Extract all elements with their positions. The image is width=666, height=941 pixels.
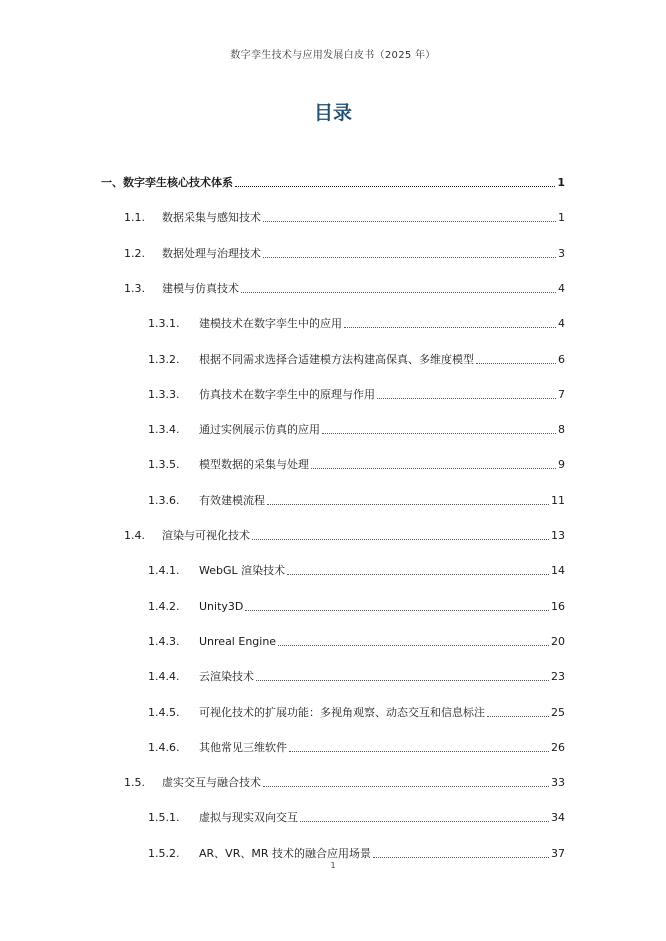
toc-entry-number: 1.3.4. [148,423,180,436]
toc-entry-label: Unreal Engine [199,635,277,648]
toc-entry-number: 1.4.4. [148,670,180,683]
toc-entry-label: 渲染与可视化技术 [162,529,250,542]
toc-entry-label: 数字孪生核心技术体系 [123,176,233,189]
toc-dot-leader [300,821,549,822]
toc-entry-page: 9 [558,458,565,471]
toc-entry-page: 26 [551,741,565,754]
toc-entry-number: 1.4.5. [148,706,180,719]
toc-entry-label: 有效建模流程 [199,494,265,507]
toc-entry[interactable] [148,456,565,472]
toc-dot-leader [373,857,549,858]
toc-dot-leader [322,433,556,434]
toc-entry-label: AR、VR、MR 技术的融合应用场景 [199,847,371,860]
toc-dot-leader [377,398,556,399]
running-header: 数字孪生技术与应用发展白皮书（2025 年） [230,50,436,61]
toc-entry-number: 1.4. [124,529,145,542]
toc-entry-label: Unity3D [199,600,244,613]
toc-entry-number: 1.5.1. [148,811,180,824]
toc-entry-page: 25 [551,706,565,719]
toc-entry-page: 8 [558,423,565,436]
toc-entry-label: 数据处理与治理技术 [162,247,261,260]
toc-dot-leader [267,504,549,505]
toc-entry-number: 1.5. [124,776,145,789]
toc-entry-number: 1.3.3. [148,388,180,401]
toc-entry-page: 6 [558,353,565,366]
toc-entry[interactable] [148,739,565,755]
toc-entry[interactable] [148,562,565,578]
toc-dot-leader [263,221,556,222]
toc-entry-number: 1.4.6. [148,741,180,754]
toc-entry[interactable] [148,668,565,684]
toc-entry[interactable] [124,280,565,296]
toc-dot-leader [263,786,549,787]
toc-dot-leader [263,257,556,258]
toc-entry-page: 4 [558,317,565,330]
toc-entry-page: 23 [551,670,565,683]
toc-entry-label: 根据不同需求选择合适建模方法构建高保真、多维度模型 [199,353,474,366]
toc-entry[interactable] [148,315,565,331]
toc-entry[interactable] [148,598,565,614]
toc-entry-page: 13 [551,529,565,542]
toc-entry[interactable] [101,174,565,190]
toc-dot-leader [278,645,549,646]
toc-dot-leader [289,751,549,752]
toc-dot-leader [256,680,549,681]
toc-dot-leader [245,610,549,611]
toc-entry[interactable] [148,633,565,649]
toc-entry-label: 通过实例展示仿真的应用 [199,423,320,436]
toc-dot-leader [252,539,549,540]
toc-dot-leader [241,292,556,293]
toc-entry-number: 1.3.5. [148,458,180,471]
toc-entry-number: 1.1. [124,211,145,224]
toc-entry-label: 云渲染技术 [199,670,254,683]
toc-entry[interactable] [148,492,565,508]
toc-entry-label: WebGL 渲染技术 [199,564,286,577]
toc-entry-label: 建模与仿真技术 [162,282,239,295]
toc-entry-number: 1.3.1. [148,317,180,330]
toc-entry[interactable] [124,527,565,543]
toc-entry-page: 20 [551,635,565,648]
toc-entry-label: 其他常见三维软件 [199,741,287,754]
toc-entry-number: 1.2. [124,247,145,260]
toc-entry-label: 可视化技术的扩展功能：多视角观察、动态交互和信息标注 [199,706,485,719]
toc-entry-page: 14 [551,564,565,577]
toc-entry[interactable] [124,209,565,225]
toc-entry-label: 数据采集与感知技术 [162,211,261,224]
toc-entry-label: 仿真技术在数字孪生中的原理与作用 [199,388,375,401]
toc-entry-label: 模型数据的采集与处理 [199,458,309,471]
toc-entry-label: 虚拟与现实双向交互 [199,811,298,824]
toc-entry-number: 1.4.2. [148,600,180,613]
toc-entry[interactable] [148,845,565,861]
toc-entry-page: 11 [551,494,565,507]
toc-entry[interactable] [148,351,565,367]
toc-entry-number: 1.4.1. [148,564,180,577]
toc-entry-number: 1.3.2. [148,353,180,366]
toc-entry-page: 34 [551,811,565,824]
toc-dot-leader [344,327,556,328]
page-number: 1 [330,861,336,870]
toc-entry-page: 7 [558,388,565,401]
toc-entry[interactable] [148,704,565,720]
toc-entry-page: 16 [551,600,565,613]
toc-entry-page: 3 [558,247,565,260]
toc-dot-leader [476,363,556,364]
toc-entry-number: 1.3.6. [148,494,180,507]
toc-dot-leader [487,716,549,717]
toc-entry-label: 虚实交互与融合技术 [162,776,261,789]
toc-entry[interactable] [148,421,565,437]
toc-dot-leader [235,186,555,187]
toc-entry[interactable] [148,386,565,402]
toc-dot-leader [311,468,556,469]
toc-entry-page: 1 [557,176,565,189]
toc-entry-number: 1.4.3. [148,635,180,648]
toc-dot-leader [287,574,549,575]
toc-title: 目录 [313,102,352,124]
toc-entry-page: 37 [551,847,565,860]
toc-entry[interactable] [124,774,565,790]
toc-entry-number: 1.5.2. [148,847,180,860]
toc-entry-page: 1 [558,211,565,224]
toc-entry-page: 4 [558,282,565,295]
toc-entry-label: 建模技术在数字孪生中的应用 [199,317,342,330]
toc-entry[interactable] [148,809,565,825]
toc-entry-page: 33 [551,776,565,789]
toc-entry[interactable] [124,245,565,261]
toc-entry-number: 一、 [101,176,123,189]
toc-entry-number: 1.3. [124,282,145,295]
